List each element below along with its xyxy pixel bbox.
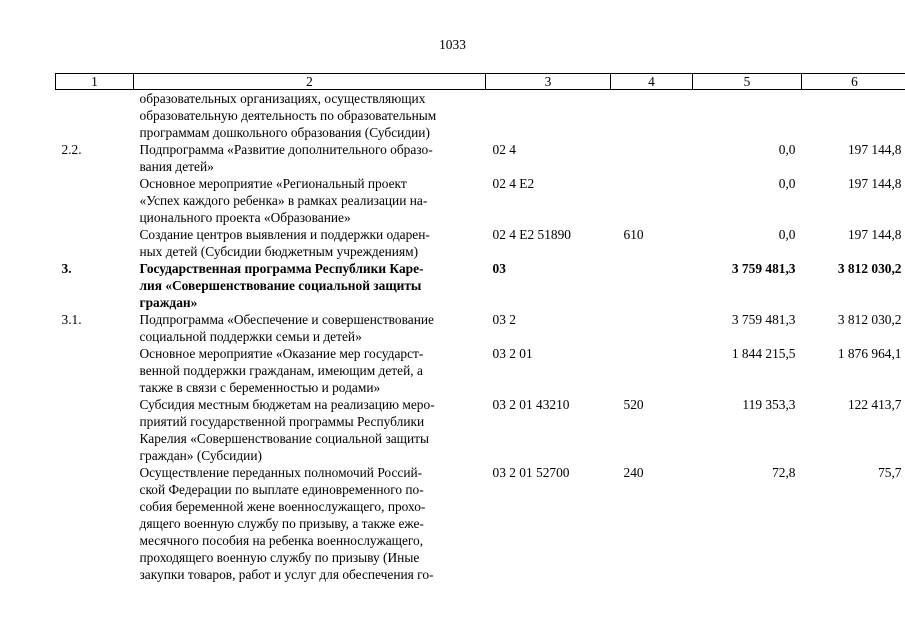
row-code: 03 2 01 52700 bbox=[492, 465, 570, 480]
column-header-2: 2 bbox=[134, 74, 486, 90]
table-body bbox=[56, 90, 905, 584]
row-code: 03 2 01 bbox=[492, 346, 533, 361]
row-name-line: ской Федерации по выплате единовременного по- bbox=[139, 482, 424, 497]
row-number: 3.1. bbox=[61, 312, 82, 327]
row-expense-type bbox=[611, 260, 693, 311]
row-number bbox=[56, 345, 134, 396]
row-code: 02 4 E2 bbox=[492, 176, 535, 191]
table-row bbox=[56, 90, 905, 142]
row-expense-type bbox=[611, 90, 693, 142]
row-name-line: лия «Совершенствование социальной защиты bbox=[139, 278, 422, 293]
row-name-line: Субсидия местным бюджетам на реализацию меро- bbox=[139, 397, 435, 412]
row-name-line: программам дошкольного образования (Субсидии) bbox=[139, 125, 430, 140]
page-number: 1033 bbox=[439, 37, 466, 52]
row-amount-col6: 197 144,8 bbox=[847, 227, 902, 242]
row-name-line: Осуществление переданных полномочий Россий- bbox=[139, 465, 423, 480]
row-name-line: Создание центров выявления и поддержки одарен- bbox=[139, 227, 430, 242]
row-name-line: также в связи с беременностью и родами» bbox=[139, 380, 381, 395]
row-amount-col5: 119 353,3 bbox=[742, 397, 796, 412]
row-amount-col6: 197 144,8 bbox=[847, 176, 902, 191]
row-amount-col6 bbox=[802, 90, 905, 142]
row-name bbox=[134, 141, 486, 175]
row-name-line: «Успех каждого ребенка» в рамках реализации на- bbox=[139, 193, 428, 208]
row-number bbox=[56, 226, 134, 260]
row-amount-col6: 1 876 964,1 bbox=[837, 346, 902, 361]
row-name-line: Подпрограмма «Обеспечение и совершенствование bbox=[139, 312, 434, 327]
row-name-line: ных детей (Субсидии бюджетным учреждениям) bbox=[139, 244, 419, 259]
table-row bbox=[56, 260, 905, 311]
row-expense-type: 520 bbox=[623, 397, 644, 412]
row-amount-col5: 3 759 481,3 bbox=[731, 312, 796, 327]
row-amount-col6: 3 812 030,2 bbox=[837, 312, 902, 327]
row-amount-col5: 1 844 215,5 bbox=[731, 346, 796, 361]
row-amount-col5: 72,8 bbox=[772, 465, 796, 480]
row-amount-col5: 0,0 bbox=[778, 142, 796, 157]
row-name-line: собия беременной жене военнослужащего, прохо- bbox=[139, 499, 426, 514]
row-name-line: приятий государственной программы Республики bbox=[139, 414, 425, 429]
row-number bbox=[56, 175, 134, 226]
row-name bbox=[134, 260, 486, 311]
table-row bbox=[56, 226, 905, 260]
row-amount-col5: 0,0 bbox=[778, 176, 796, 191]
row-name-line: вания детей» bbox=[139, 159, 214, 174]
column-header-1: 1 bbox=[56, 74, 134, 90]
row-amount-col5 bbox=[693, 90, 802, 142]
row-name bbox=[134, 311, 486, 345]
table-row bbox=[56, 464, 905, 583]
row-code: 03 2 bbox=[492, 312, 516, 327]
table-row bbox=[56, 141, 905, 175]
row-name-line: ционального проекта «Образование» bbox=[139, 210, 351, 225]
row-amount-col5: 3 759 481,3 bbox=[731, 261, 796, 276]
row-name bbox=[134, 396, 486, 464]
row-name bbox=[134, 226, 486, 260]
row-name-line: образовательных организациях, осуществляющих bbox=[139, 91, 426, 106]
row-expense-type: 610 bbox=[623, 227, 644, 242]
row-name-line: закупки товаров, работ и услуг для обеспечения го- bbox=[139, 567, 434, 582]
row-name-line: проходящего военную службу по призыву (Иные bbox=[139, 550, 420, 565]
row-amount-col6: 75,7 bbox=[878, 465, 902, 480]
row-name bbox=[134, 464, 486, 583]
row-name bbox=[134, 175, 486, 226]
table-row bbox=[56, 311, 905, 345]
row-name-line: венной поддержки гражданам, имеющим детей, а bbox=[139, 363, 423, 378]
row-amount-col6: 3 812 030,2 bbox=[837, 261, 902, 276]
column-header-6: 6 bbox=[802, 74, 905, 90]
row-name-line: Основное мероприятие «Оказание мер государст- bbox=[139, 346, 424, 361]
row-code: 03 bbox=[492, 261, 506, 276]
row-expense-type bbox=[611, 345, 693, 396]
row-expense-type bbox=[611, 311, 693, 345]
column-header-4: 4 bbox=[611, 74, 693, 90]
row-code: 02 4 E2 51890 bbox=[492, 227, 571, 242]
row-name-line: месячного пособия на ребенка военнослужащего, bbox=[139, 533, 424, 548]
row-name-line: Основное мероприятие «Региональный проект bbox=[139, 176, 407, 191]
column-header-3: 3 bbox=[486, 74, 611, 90]
table-header-row bbox=[56, 74, 905, 90]
row-code: 02 4 bbox=[492, 142, 516, 157]
row-name-line: Государственная программа Республики Каре- bbox=[139, 261, 424, 276]
row-number bbox=[56, 464, 134, 583]
row-name-line: граждан» (Субсидии) bbox=[139, 448, 262, 463]
row-number: 3. bbox=[61, 261, 72, 276]
row-amount-col6: 197 144,8 bbox=[847, 142, 902, 157]
row-expense-type bbox=[611, 141, 693, 175]
table-row bbox=[56, 345, 905, 396]
row-name bbox=[134, 345, 486, 396]
row-number bbox=[56, 396, 134, 464]
column-header-5: 5 bbox=[693, 74, 802, 90]
row-code: 03 2 01 43210 bbox=[492, 397, 570, 412]
row-name-line: образовательную деятельность по образовательным bbox=[139, 108, 437, 123]
row-name-line: граждан» bbox=[139, 295, 198, 310]
row-number bbox=[56, 90, 134, 142]
row-number: 2.2. bbox=[61, 142, 82, 157]
row-expense-type: 240 bbox=[623, 465, 644, 480]
row-name-line: Подпрограмма «Развитие дополнительного образо- bbox=[139, 142, 433, 157]
table-row bbox=[56, 396, 905, 464]
budget-table bbox=[55, 73, 905, 583]
row-code bbox=[486, 90, 611, 142]
row-expense-type bbox=[611, 175, 693, 226]
row-name-line: Карелия «Совершенствование социальной защиты bbox=[139, 431, 430, 446]
row-name-line: дящего военную службу по призыву, а также еже- bbox=[139, 516, 424, 531]
row-name-line: социальной поддержки семьи и детей» bbox=[139, 329, 362, 344]
row-amount-col5: 0,0 bbox=[778, 227, 796, 242]
table-row bbox=[56, 175, 905, 226]
row-name bbox=[134, 90, 486, 142]
row-amount-col6: 122 413,7 bbox=[847, 397, 902, 412]
